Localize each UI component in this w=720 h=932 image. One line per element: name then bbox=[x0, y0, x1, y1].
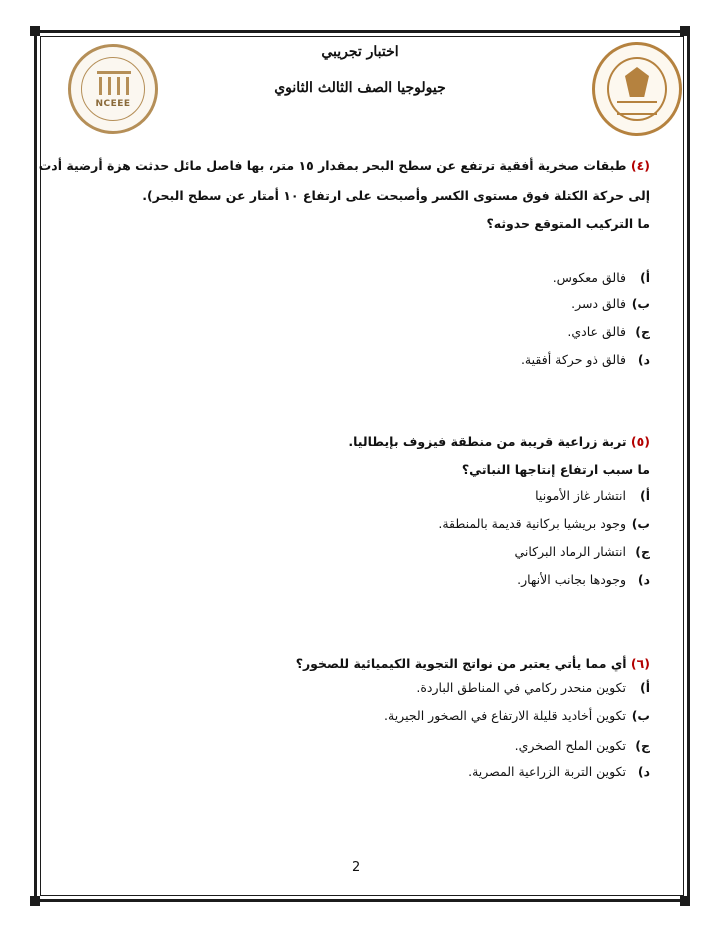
nceee-logo bbox=[68, 44, 158, 134]
exam-subtitle: جيولوجيا الصف الثالث الثانوي bbox=[274, 80, 446, 96]
question-4-number: (٤) bbox=[630, 158, 650, 173]
ministry-logo bbox=[592, 42, 682, 136]
question-6-number: (٦) bbox=[630, 656, 650, 671]
border-corner bbox=[680, 26, 690, 36]
question-4-stem-line-1: (٤) طبقات صخرية أفقية ترتفع عن سطح البحر بمقدار ١٥ متر، بها فاصل مائل حدثت هزة أرضية أدت bbox=[38, 158, 650, 173]
question-4-prompt: ما التركيب المتوقع حدوثه؟ bbox=[486, 216, 650, 231]
question-6-stem: (٦) أي مما يأتي يعتبر من نواتج التجوية الكيميائية للصخور؟ bbox=[295, 656, 650, 671]
nceee-logo-text: NCEEE bbox=[95, 99, 131, 109]
border-corner bbox=[30, 26, 40, 36]
question-5-stem: (٥) تربة زراعية قريبة من منطقة فيزوف بإيطاليا. bbox=[348, 434, 650, 449]
page-number: 2 bbox=[352, 860, 361, 875]
border-corner bbox=[680, 896, 690, 906]
question-4-stem-line-2: إلى حركة الكتلة فوق مستوى الكسر وأصبحت على ارتفاع ١٠ أمتار عن سطح البحر). bbox=[142, 188, 650, 203]
border-corner bbox=[30, 896, 40, 906]
question-5-prompt: ما سبب ارتفاع إنتاجها النباتي؟ bbox=[461, 462, 650, 477]
question-5-number: (٥) bbox=[630, 434, 650, 449]
exam-title: اختبار تجريبي bbox=[321, 44, 399, 60]
